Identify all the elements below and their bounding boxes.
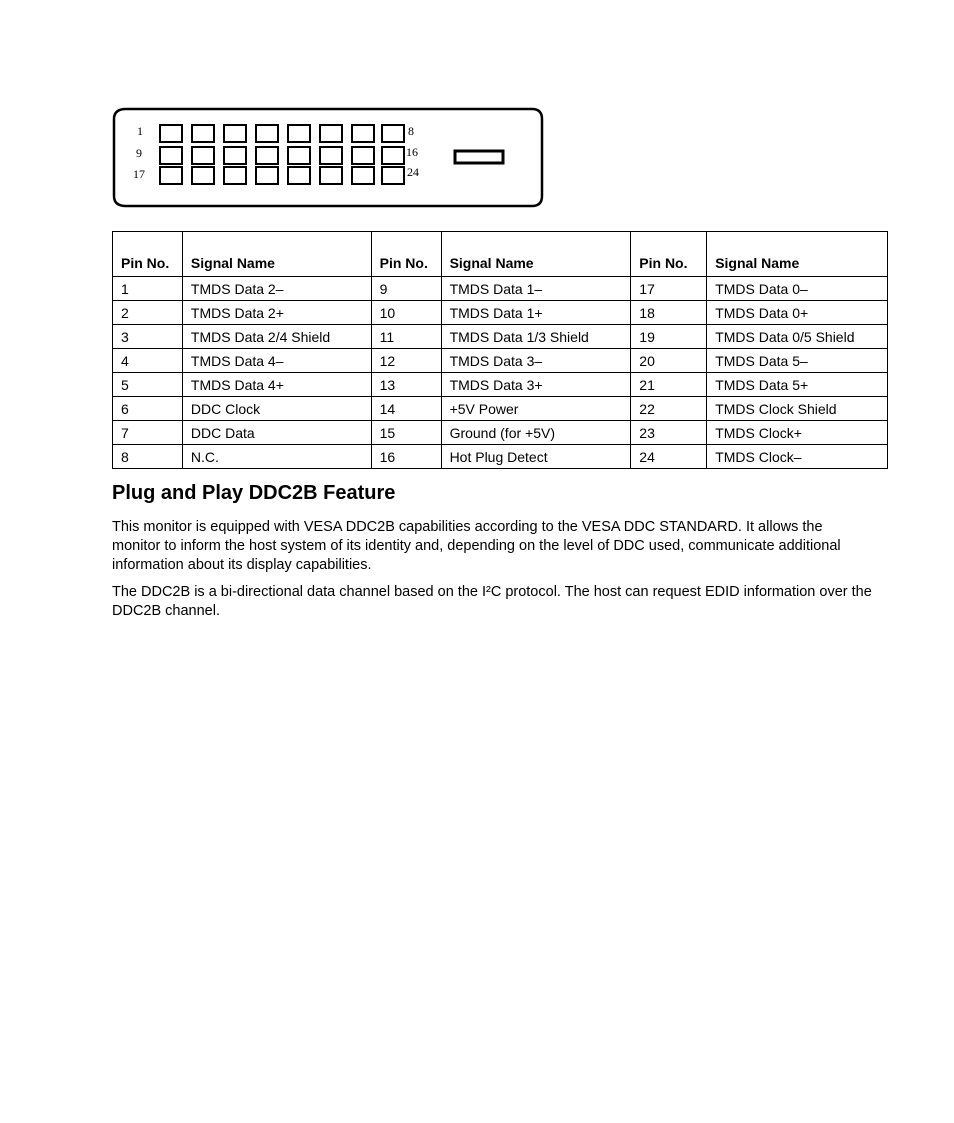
table-row: [113, 301, 888, 325]
pin-number-cell: 13: [371, 373, 441, 397]
signal-name-cell: N.C.: [182, 445, 371, 469]
header-signal-name: Signal Name: [707, 232, 888, 277]
pin-contact: [224, 147, 246, 164]
dvi-connector-diagram: [0, 0, 954, 220]
pin-number-cell: 19: [631, 325, 707, 349]
pin-number-cell: 1: [113, 277, 183, 301]
signal-name-cell: TMDS Clock Shield: [707, 397, 888, 421]
pin-contact: [320, 167, 342, 184]
signal-name-cell: TMDS Data 4–: [182, 349, 371, 373]
pin-assignment-table: [112, 231, 888, 469]
pin-contact: [224, 125, 246, 142]
table-row: [113, 445, 888, 469]
signal-name-cell: TMDS Data 5+: [707, 373, 888, 397]
row-label-right-16: 16: [406, 145, 418, 159]
pin-contact: [192, 125, 214, 142]
pin-contact: [320, 125, 342, 142]
signal-name-cell: TMDS Data 1/3 Shield: [441, 325, 631, 349]
pin-grid: [160, 125, 404, 184]
pin-contact: [352, 125, 374, 142]
pin-number-cell: 10: [371, 301, 441, 325]
signal-name-cell: TMDS Data 0–: [707, 277, 888, 301]
section-title: Plug and Play DDC2B Feature: [112, 482, 396, 504]
signal-name-cell: TMDS Data 0+: [707, 301, 888, 325]
pin-number-cell: 18: [631, 301, 707, 325]
pin-contact: [352, 167, 374, 184]
pin-number-cell: 17: [631, 277, 707, 301]
signal-name-cell: TMDS Data 1–: [441, 277, 631, 301]
table-row: [113, 421, 888, 445]
pin-number-cell: 9: [371, 277, 441, 301]
row-label-left-17: 17: [133, 167, 145, 181]
pin-contact: [224, 167, 246, 184]
pin-contact: [288, 125, 310, 142]
pin-number-cell: 3: [113, 325, 183, 349]
signal-name-cell: TMDS Data 3+: [441, 373, 631, 397]
pin-contact: [160, 167, 182, 184]
header-pin-no: Pin No.: [113, 232, 183, 277]
header-pin-no: Pin No.: [631, 232, 707, 277]
pin-number-cell: 4: [113, 349, 183, 373]
pin-number-cell: 22: [631, 397, 707, 421]
connector-outline: [114, 109, 542, 206]
row-label-left-9: 9: [136, 146, 142, 160]
pin-number-cell: 5: [113, 373, 183, 397]
pin-number-cell: 15: [371, 421, 441, 445]
table-row: [113, 373, 888, 397]
signal-name-cell: TMDS Data 3–: [441, 349, 631, 373]
signal-name-cell: TMDS Data 5–: [707, 349, 888, 373]
header-signal-name: Signal Name: [441, 232, 631, 277]
signal-name-cell: DDC Clock: [182, 397, 371, 421]
pin-number-cell: 24: [631, 445, 707, 469]
signal-name-cell: TMDS Data 2–: [182, 277, 371, 301]
pin-contact: [256, 147, 278, 164]
row-label-left-1: 1: [137, 124, 143, 138]
signal-name-cell: TMDS Data 2/4 Shield: [182, 325, 371, 349]
pin-number-cell: 14: [371, 397, 441, 421]
pin-contact: [352, 147, 374, 164]
signal-name-cell: TMDS Data 0/5 Shield: [707, 325, 888, 349]
pin-number-cell: 11: [371, 325, 441, 349]
table-row: [113, 277, 888, 301]
signal-name-cell: TMDS Data 1+: [441, 301, 631, 325]
signal-name-cell: TMDS Data 2+: [182, 301, 371, 325]
signal-name-cell: DDC Data: [182, 421, 371, 445]
pin-contact: [160, 125, 182, 142]
pin-number-cell: 7: [113, 421, 183, 445]
header-signal-name: Signal Name: [182, 232, 371, 277]
pin-contact: [288, 147, 310, 164]
pin-contact: [320, 147, 342, 164]
signal-name-cell: Ground (for +5V): [441, 421, 631, 445]
pin-number-cell: 2: [113, 301, 183, 325]
pin-number-cell: 16: [371, 445, 441, 469]
flat-blade-contact: [455, 151, 503, 163]
section-paragraph: This monitor is equipped with VESA DDC2B capabilities according to the VESA DDC STANDARD. It allows the monitor to inform the host system of its identity and, depending on the level of DDC used, communicate additional information about its display capabilities.: [112, 519, 841, 573]
table-header-row: [113, 232, 888, 277]
pin-number-cell: 21: [631, 373, 707, 397]
table-row: [113, 325, 888, 349]
pin-number-cell: 12: [371, 349, 441, 373]
pin-contact: [192, 147, 214, 164]
table-row: [113, 397, 888, 421]
pin-contact: [382, 167, 404, 184]
signal-name-cell: TMDS Clock–: [707, 445, 888, 469]
table-row: [113, 349, 888, 373]
row-label-right-8: 8: [408, 124, 414, 138]
pin-contact: [256, 167, 278, 184]
row-label-right-24: 24: [407, 165, 419, 179]
pin-number-cell: 20: [631, 349, 707, 373]
pin-contact: [160, 147, 182, 164]
pin-contact: [192, 167, 214, 184]
pin-number-cell: 6: [113, 397, 183, 421]
section-paragraph: The DDC2B is a bi-directional data channel based on the I²C protocol. The host can request EDID information over the DDC2B channel.: [112, 584, 872, 619]
pin-contact: [288, 167, 310, 184]
signal-name-cell: Hot Plug Detect: [441, 445, 631, 469]
pin-contact: [256, 125, 278, 142]
pin-number-cell: 23: [631, 421, 707, 445]
signal-name-cell: TMDS Clock+: [707, 421, 888, 445]
pin-number-cell: 8: [113, 445, 183, 469]
header-pin-no: Pin No.: [371, 232, 441, 277]
pin-contact: [382, 125, 404, 142]
signal-name-cell: +5V Power: [441, 397, 631, 421]
signal-name-cell: TMDS Data 4+: [182, 373, 371, 397]
pin-contact: [382, 147, 404, 164]
